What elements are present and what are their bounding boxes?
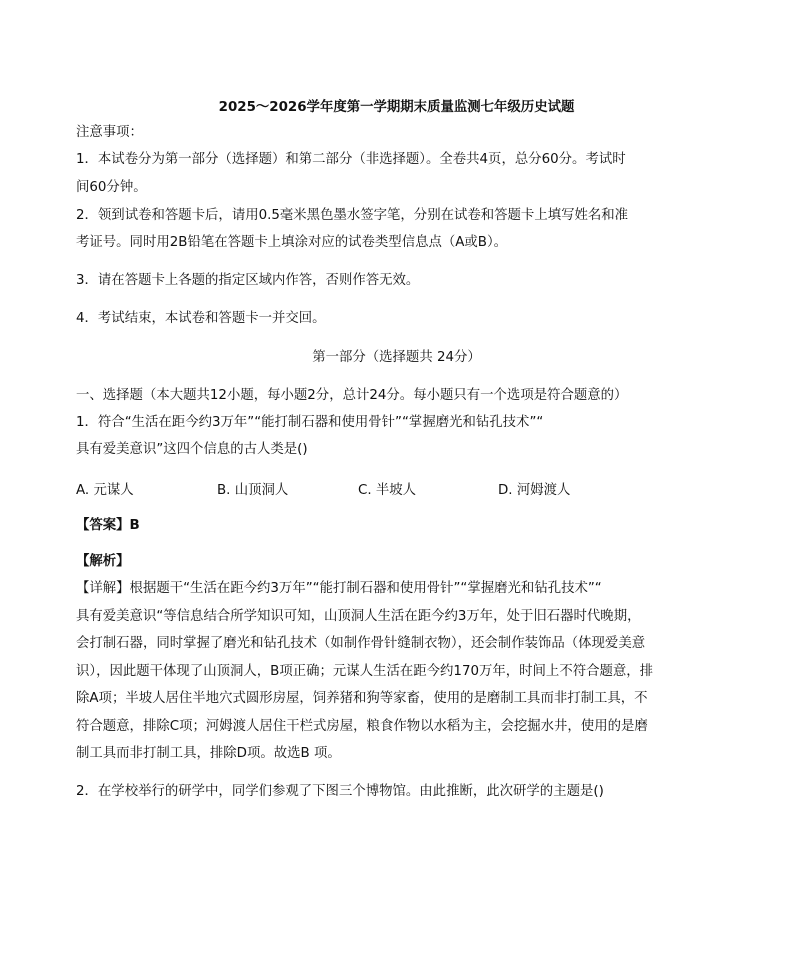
exam-title: 2025～2026学年度第一学期期末质量监测七年级历史试题 — [218, 100, 575, 115]
question-1-option-b: B. 山顶洞人 — [217, 483, 289, 498]
question-1-analysis-heading: 【解析】 — [76, 554, 130, 569]
section-1-heading: 一、选择题（本大题共12小题，每小题2分，总计24分。每小题只有一个选项是符合题意的） — [76, 388, 628, 403]
note-3: 3．请在答题卡上各题的指定区域内作答，否则作答无效。 — [76, 273, 420, 288]
question-1-option-c: C. 半坡人 — [358, 483, 417, 498]
notes-heading: 注意事项： — [76, 125, 143, 140]
note-1-line-2: 间60分钟。 — [76, 180, 147, 195]
question-2-stem: 2．在学校举行的研学中，同学们参观了下图三个博物馆。由此推断，此次研学的主题是() — [76, 784, 604, 799]
question-1-detail-line-1: 【详解】根据题干“生活在距今约3万年”“能打制石器和使用骨针”“掌握磨光和钻孔技术”“ — [76, 581, 602, 596]
question-1-detail-line-4: 识），因此题干体现了山顶洞人，B项正确；元谋人生活在距今约170万年，时间上不符合题意，排 — [76, 664, 654, 679]
question-1-answer: 【答案】B — [76, 518, 140, 533]
question-1-option-d: D. 河姆渡人 — [498, 483, 571, 498]
question-1-stem-line-2: 具有爱美意识”这四个信息的古人类是() — [76, 442, 308, 457]
note-2-line-2: 考证号。同时用2B铅笔在答题卡上填涂对应的试卷类型信息点（A或B）。 — [76, 235, 508, 250]
question-1-detail-line-2: 具有爱美意识“等信息结合所学知识可知，山顶洞人生活在距今约3万年，处于旧石器时代晚期， — [76, 609, 641, 624]
question-1-detail-line-7: 制工具而非打制工具，排除D项。故选B 项。 — [76, 746, 341, 761]
question-1-option-a: A. 元谋人 — [76, 483, 134, 498]
part-1-title: 第一部分（选择题共 24分） — [312, 350, 481, 365]
note-4: 4．考试结束，本试卷和答题卡一并交回。 — [76, 311, 326, 326]
question-1-detail-line-3: 会打制石器，同时掌握了磨光和钻孔技术（如制作骨针缝制衣物），还会制作装饰品（体现爱美意 — [76, 636, 646, 651]
note-1-line-1: 1．本试卷分为第一部分（选择题）和第二部分（非选择题）。全卷共4页，总分60分。考试时 — [76, 152, 626, 167]
question-1-stem-line-1: 1．符合“生活在距今约3万年”“能打制石器和使用骨针”“掌握磨光和钻孔技术”“ — [76, 415, 544, 430]
note-2-line-1: 2．领到试卷和答题卡后，请用0.5毫米黑色墨水签字笔，分别在试卷和答题卡上填写姓名和准 — [76, 208, 629, 223]
question-1-detail-line-5: 除A项；半坡人居住半地穴式圆形房屋，饲养猪和狗等家畜，使用的是磨制工具而非打制工具，不 — [76, 691, 648, 706]
question-1-detail-line-6: 符合题意，排除C项；河姆渡人居住干栏式房屋，粮食作物以水稻为主，会挖掘水井，使用的是磨 — [76, 719, 648, 734]
